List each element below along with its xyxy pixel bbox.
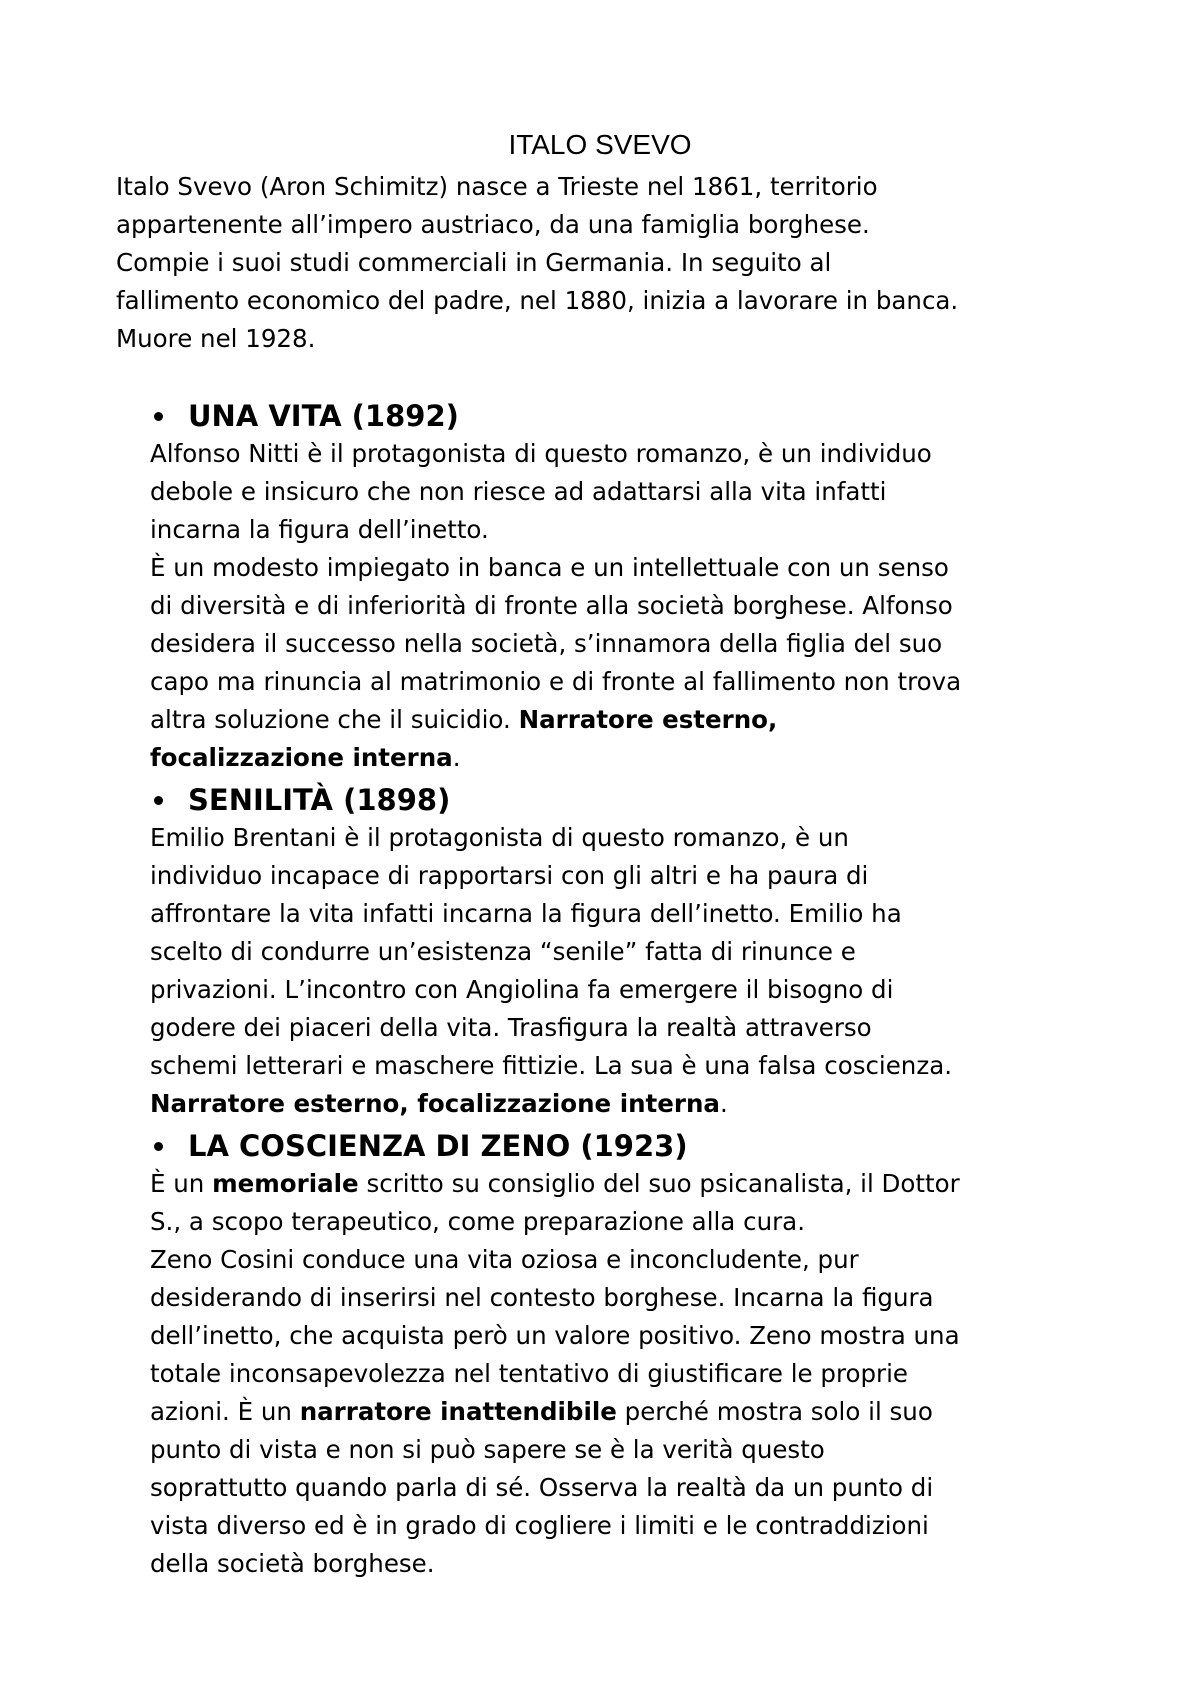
body-line — [150, 1393, 1130, 1431]
section-coscienza-di-zeno — [150, 1127, 1130, 1583]
body-line: incarna la figura dell’inetto. — [150, 515, 489, 544]
body-line: capo ma rinuncia al matrimonio e di fronte al fallimento non trova — [150, 667, 962, 696]
body-line: Zeno Cosini conduce una vita oziosa e inconcludente, pur — [150, 1245, 859, 1274]
body-text: scritto su consiglio del suo psicanalista, il Dottor — [358, 1169, 960, 1198]
section-heading — [150, 397, 1130, 435]
intro-line: fallimento economico del padre, nel 1880, inizia a lavorare in banca. — [116, 286, 959, 315]
body-line: godere dei piaceri della vita. Trasfigura la realtà attraverso — [150, 1013, 872, 1042]
body-text: . — [719, 1089, 728, 1118]
bold-text: narratore inattendibile — [299, 1397, 617, 1426]
intro-line: Italo Svevo (Aron Schimitz) nasce a Trieste nel 1861, territorio — [116, 172, 878, 201]
body-line: affrontare la vita infatti incarna la figura dell’inetto. Emilio ha — [150, 899, 902, 928]
body-line — [150, 1085, 1130, 1123]
body-line — [150, 701, 1130, 739]
section-heading — [150, 781, 1130, 819]
body-line: S., a scopo terapeutico, come preparazione alla cura. — [150, 1207, 805, 1236]
body-line — [150, 1165, 1130, 1203]
body-line: vista diverso ed è in grado di cogliere i limiti e le contraddizioni — [150, 1511, 929, 1540]
section-una-vita — [150, 397, 1130, 777]
section-heading-text: SENILITÀ (1898) — [188, 783, 451, 817]
body-line: schemi letterari e maschere fittizie. La sua è una falsa coscienza. — [150, 1051, 952, 1080]
body-line: desidera il successo nella società, s’innamora della figlia del suo — [150, 629, 943, 658]
intro-line: Muore nel 1928. — [116, 324, 316, 353]
body-line: soprattutto quando parla di sé. Osserva la realtà da un punto di — [150, 1473, 934, 1502]
section-heading-text: UNA VITA (1892) — [188, 399, 459, 433]
body-text: È un — [150, 1169, 213, 1198]
body-line: totale inconsapevolezza nel tentativo di giustificare le proprie — [150, 1359, 908, 1388]
body-line: debole e insicuro che non riesce ad adattarsi alla vita infatti — [150, 477, 887, 506]
section-body — [150, 819, 1130, 1123]
body-line: scelto di condurre un’esistenza “senile” fatta di rinunce e — [150, 937, 856, 966]
body-line: desiderando di inserirsi nel contesto borghese. Incarna la figura — [150, 1283, 934, 1312]
intro-line: Compie i suoi studi commerciali in Germania. In seguito al — [116, 248, 832, 277]
body-line: Emilio Brentani è il protagonista di questo romanzo, è un — [150, 823, 849, 852]
intro-line: appartenente all’impero austriaco, da una famiglia borghese. — [116, 210, 870, 239]
body-text: altra soluzione che il suicidio. — [150, 705, 519, 734]
bold-text: memoriale — [212, 1169, 359, 1198]
section-senilita — [150, 781, 1130, 1123]
body-text: azioni. È un — [150, 1397, 300, 1426]
bold-text: Narratore esterno, — [518, 705, 778, 734]
section-heading — [150, 1127, 1130, 1165]
body-line: della società borghese. — [150, 1549, 435, 1578]
document-title: ITALO SVEVO — [508, 129, 692, 160]
body-text: . — [452, 743, 461, 772]
body-line: dell’inetto, che acquista però un valore positivo. Zeno mostra una — [150, 1321, 960, 1350]
body-line: Alfonso Nitti è il protagonista di questo romanzo, è un individuo — [150, 439, 932, 468]
section-heading-text: LA COSCIENZA DI ZENO (1923) — [188, 1129, 688, 1163]
intro-paragraph — [116, 168, 1116, 358]
body-line: individuo incapace di rapportarsi con gli altri e ha paura di — [150, 861, 869, 890]
body-line — [150, 739, 1130, 777]
bold-text: focalizzazione interna — [150, 743, 453, 772]
body-line: privazioni. L’incontro con Angiolina fa emergere il bisogno di — [150, 975, 894, 1004]
body-line: È un modesto impiegato in banca e un intellettuale con un senso — [150, 553, 949, 582]
body-line: di diversità e di inferiorità di fronte alla società borghese. Alfonso — [150, 591, 953, 620]
body-line: punto di vista e non si può sapere se è la verità questo — [150, 1435, 825, 1464]
bold-text: Narratore esterno, focalizzazione interna — [150, 1089, 720, 1118]
section-body — [150, 435, 1130, 777]
body-text: perché mostra solo il suo — [616, 1397, 933, 1426]
section-body — [150, 1165, 1130, 1583]
